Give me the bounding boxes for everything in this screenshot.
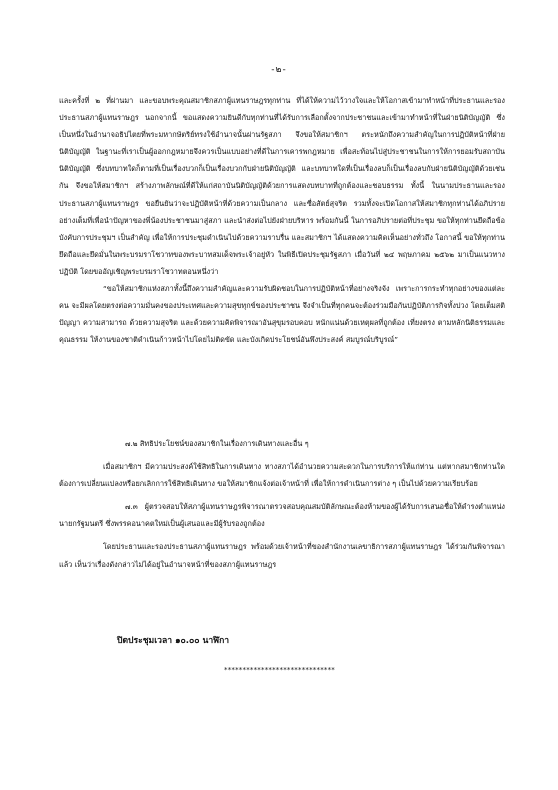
paragraph-opening: และครั้งที่ ๒ ที่ผ่านมา และขอบพระคุณสมาชิกสภาผู้แทนราษฎรทุกท่าน ที่ได้ให้ความไว้วางใจและให้โอกาสเข้ามาทำหน้าที่ประธานและรองประธานสภาผู้แทนราษฎร นอกจากนี้ ขอแสดงความยินดีกับทุกท่านที่ได้รับการเลือกตั้งจากประชาชนและเข้ามาทำหน้าที่ในฝ่ายนิติบัญญัติ ซึ่งเป็นหนึ่งในอำนาจอธิปไตยที่พระมหากษัตริย์ทรงใช้อำนาจนั้นผ่านรัฐสภา จึงขอให้สมาชิกฯ ตระหนักถึงความสำคัญในการปฏิบัติหน้าที่ฝ่ายนิติบัญญัติ ในฐานะที่เราเป็นผู้ออกกฎหมายจึงควรเป็นแบบอย่างที่ดีในการเคารพกฎหมาย เพื่อสะท้อนไปสู่ประชาชนในการให้การยอมรับสถาบันนิติบัญญัติ ซึ่งบทบาทใดก็ตามที่เป็นเรื่องบวกก็เป็นเรื่องบวกกับฝ่ายนิติบัญญัติ และบทบาทใดที่เป็นเรื่องลบก็เป็นเรื่องลบกับฝ่ายนิติบัญญัติด้วยเช่นกัน จึงขอให้สมาชิกฯ สร้างภาพลักษณ์ที่ดีให้แก่สถาบันนิติบัญญัติด้วยการแสดงบทบาทที่ถูกต้องและชอบธรรม ทั้งนี้ ในนามประธานและรองประธานสภาผู้แทนราษฎร ขอยืนยันว่าจะปฏิบัติหน้าที่ด้วยความเป็นกลาง และซื่อสัตย์สุจริต รวมทั้งจะเปิดโอกาสให้สมาชิกทุกท่านได้อภิปรายอย่างเต็มที่เพื่อนำปัญหาของพี่น้องประชาชนมาสู่สภา และนำส่งต่อไปยังฝ่ายบริหาร พร้อมกันนี้ ในการอภิปรายต่อที่ประชุม ขอให้ทุกท่านยึดถือข้อบังคับการประชุมฯ เป็นสำคัญ เพื่อให้การประชุมดำเนินไปด้วยความราบรื่น และสมาชิกฯ ได้แสดงความคิดเห็นอย่างทั่วถึง โอกาสนี้ ขอให้ทุกท่านยึดถือและยึดมั่นในพระบรมราโชวาทของพระบาทสมเด็จพระเจ้าอยู่หัว ในพิธีเปิดประชุมรัฐสภา เมื่อวันที่ ๒๔ พฤษภาคม ๒๕๖๒ มาเป็นแนวทางปฏิบัติ โดยขออัญเชิญพระบรมราโชวาทตอนหนึ่งว่า — [59, 96, 505, 276]
page-number: -๒- — [271, 65, 287, 75]
items-section — [59, 435, 505, 573]
item-heading-7-3: ๗.๓ ผู้ตรวจสอบให้สภาผู้แทนราษฎรพิจารณาตรวจสอบคุณสมบัติลักษณะต้องห้ามของผู้ได้รับการเสนอชื่อให้ดำรงตำแหน่งนายกรัฐมนตรี ซึ่งพรรคอนาคตใหม่เป็นผู้เสนอและมีผู้รับรองถูกต้อง — [59, 502, 505, 529]
separator-stars: ****************************** — [224, 666, 335, 674]
item-body-7-3: โดยประธานและรองประธานสภาผู้แทนราษฎร พร้อมด้วยเจ้าหน้าที่ของสำนักงานเลขาธิการสภาผู้แทนราษฎร ได้ร่วมกันพิจารณาแล้ว เห็นว่าเรื่องดังกล่าวไม่ได้อยู่ในอำนาจหน้าที่ของสภาผู้แทนราษฎร — [59, 542, 505, 569]
closing-time: ปิดประชุมเวลา ๑๐.๐๐ นาฬิกา — [117, 636, 230, 646]
royal-speech-quote: “ขอให้สมาชิกแห่งสภาทั้งนี้ถึงความสำคัญและความรับผิดชอบในการปฏิบัติหน้าที่อย่างจริงจัง เพราะการกระทำทุกอย่างของแต่ละคน จะมีผลโดยตรงต่อความมั่นคงของประเทศและความสุขทุกข์ของประชาชน จึงจำเป็นที่ทุกคนจะต้องร่วมมือกันปฏิบัติภารกิจทั้งปวง โดยเต็มสติปัญญา ความสามารถ ด้วยความสุจริต และด้วยความคิดพิจารณาอันสุขุมรอบคอบ หนักแน่นด้วยเหตุผลที่ถูกต้อง เที่ยงตรง ตามหลักนิติธรรมและคุณธรรม ให้งานของชาติดำเนินก้าวหน้าไปโดยไม่ติดขัด และบังเกิดประโยชน์อันพึงประสงค์ สมบูรณ์บริบูรณ์” — [59, 284, 505, 345]
opening-section — [59, 92, 505, 348]
item-body-7-2: เมื่อสมาชิกฯ มีความประสงค์ใช้สิทธิในการเดินทาง ทางสภาได้อำนวยความสะดวกในการบริการให้แก่ท่าน แต่หากสมาชิกท่านใดต้องการเปลี่ยนแปลงหรือยกเลิกการใช้สิทธิเดินทาง ขอให้สมาชิกแจ้งต่อเจ้าหน้าที่ เพื่อให้การดำเนินการต่าง ๆ เป็นไปด้วยความเรียบร้อย — [59, 462, 505, 489]
item-heading-7-2: ๗.๒ สิทธิประโยชน์ของสมาชิกในเรื่องการเดินทางและอื่น ๆ — [125, 439, 309, 448]
